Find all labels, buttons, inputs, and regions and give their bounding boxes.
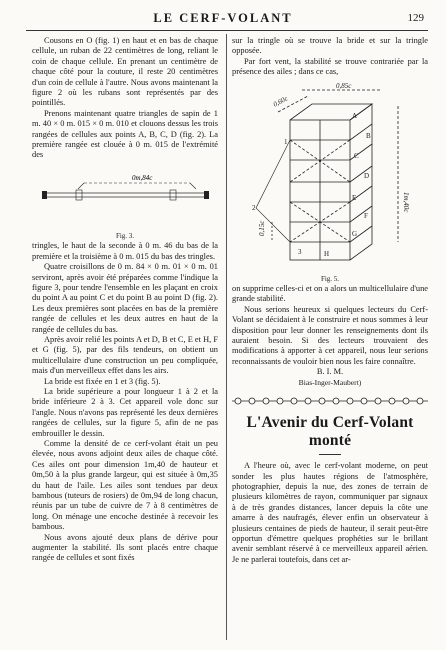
paragraph: sur la tringle où se trouve la bride et sur la tringle opposée. [232,36,428,56]
small-label: 0,15c [258,220,266,236]
title-dash [319,454,341,455]
diag-label: 0,60c [271,93,290,109]
paragraph: La bride supérieure a pour longueur 1 à 2 et la bride inférieure 2 à 3. Cet appareil vole donc sur l'angle. Nous n'avons pas représenté les deux dernières rangées de cellules, sur la figure 5, afin de ne pas embrouiller le dessin. [32,386,218,438]
paragraph: Après avoir relié les points A et D, B et C, E et H, F et G (fig. 5), par des fils tendeurs, on obtient un multicellulaire d'une construction un peu compliquée, mais d'un merveilleux effet dans les airs. [32,334,218,376]
width-label: 0,85c [336,81,352,90]
height-label: 1m,40c [402,191,410,213]
letter-d: D [364,171,370,180]
letter-h: H [324,249,330,258]
paragraph: Quatre croisillons de 0 m. 84 × 0 m. 01 × 0 m. 01 serviront, après avoir été préparées comme l'indique la figure 3, pour tendre l'ensemble en les plaçant en croix du point A au point C et du point B au point D (fig. 2). Les deux premières sont placées en bas de la première rangée de cellules et les deux autres en haut de la rangée de cellules du bas. [32,262,218,334]
figure-5-drawing [240,82,420,272]
dimension-label: 0m,84c [132,173,153,182]
figure-5 [232,82,428,272]
page-number: 129 [407,12,424,24]
paragraph: on supprime celles-ci et on a alors un multicellulaire d'une grande stabilité. [232,284,428,304]
letter-f: F [364,211,368,220]
paragraph: Par fort vent, la stabilité se trouve contrariée par la présence des ailes ; dans ce cas, [232,56,428,77]
paragraph: Cousons en O (fig. 1) en haut et en bas de chaque cellule, un ruban de 22 centimètres de long, reliant le coin de chaque cellule. En prenant un centimètre de chaque côté pour la couture, il reste 20 centimètres d'un coin de cellule à l'autre. Nous avons maintenant la figure 2 où les rubans sont représentés par des pointillés. [32,36,218,108]
figure-3-caption: Fig. 3. [115,231,135,240]
ornament-drawing [232,396,428,406]
paragraph: tringles, le haut de la seconde à 0 m. 46 du bas de la première et la troisième à 0 m. 015 du bas des tringles. [32,241,218,261]
left-column [32,36,218,564]
bride-point-3: 3 [298,247,302,256]
letter-e: E [352,193,357,202]
paragraph: Comme la densité de ce cerf-volant était un peu élevée, nous avons adjoint deux ailes de chaque côté. Ces ailes ont pour dimension 1m,40 de hauteur et 0m,50 à la plus grande largeur, qui est située à 0m,35 du haut de l'aile. Les ailes sont tendues par deux bambous (tuteurs de rosiers) de 0m,94 de long chacun, réunis par un tube de cuivre de 7 à 8 centimètres de long. On ménage une encoche destinée à recevoir les bambous. [32,439,218,532]
bride-point-1: 1 [284,137,288,146]
right-column [232,36,428,565]
header-rule [26,30,428,31]
running-title: LE CERF-VOLANT [153,11,293,25]
signature: B. I. M. [316,367,344,377]
figure-5-caption: Fig. 5. [320,274,340,283]
article-title: L'Avenir du Cerf-Volant monté [246,414,414,450]
letter-b: B [366,131,371,140]
letter-a: A [352,111,358,120]
paragraph: La bride est fixée en 1 et 3 (fig. 5). [44,376,161,386]
paragraph: Prenons maintenant quatre triangles de sapin de 1 m. 40 × 0 m. 015 × 0 m. 010 et clouons dessus les trois rangées de cellules aux points A, B, C, D (fig. 2). La première rangée est clouée à 0 m. 015 de l'extrémité des [32,108,218,160]
figure-3 [32,169,218,227]
ornament-rule [232,396,428,406]
letter-g: G [352,229,358,238]
paragraph: Nous serions heureux si quelques lecteurs du Cerf-Volant se décidaient à le construire et nous sommes à leur disposition pour leur donner les renseignements dont ils auraient besoin. Si des lecteurs trouvaient des modifications à apporter à cet appareil, nous leur serions reconnaissants de vouloir bien nous les faire connaître. [232,304,428,366]
paragraph: Nous avons ajouté deux plans de dérive pour augmenter la stabilité. Ils sont placés entre chaque rangée de cellules et sont fixés [32,532,218,563]
letter-c: C [354,151,359,160]
column-divider [226,34,227,640]
figure-3-drawing [40,169,212,227]
signature-sub: Bias-Inger-Maubert) [298,377,362,387]
bride-point-2: 2 [252,203,256,212]
paragraph: A l'heure où, avec le cerf-volant moderne, on peut sonder les plus hautes régions de l'atmosphère, photographier, depuis la nue, des zones de terrain de plusieurs kilomètres de rayon, communiquer par signaux à de très grandes distances, lancer depuis la côte une amarre à des naufragés, élever enfin un observateur à plusieurs centaines de pieds de hauteur, il serait peut-être opportun d'émettre quelques prophéties sur le brillant avenir semblant réservé à ce merveilleux appareil aérien. Je ne parlerai toutefois, dans cet ar- [232,461,428,564]
